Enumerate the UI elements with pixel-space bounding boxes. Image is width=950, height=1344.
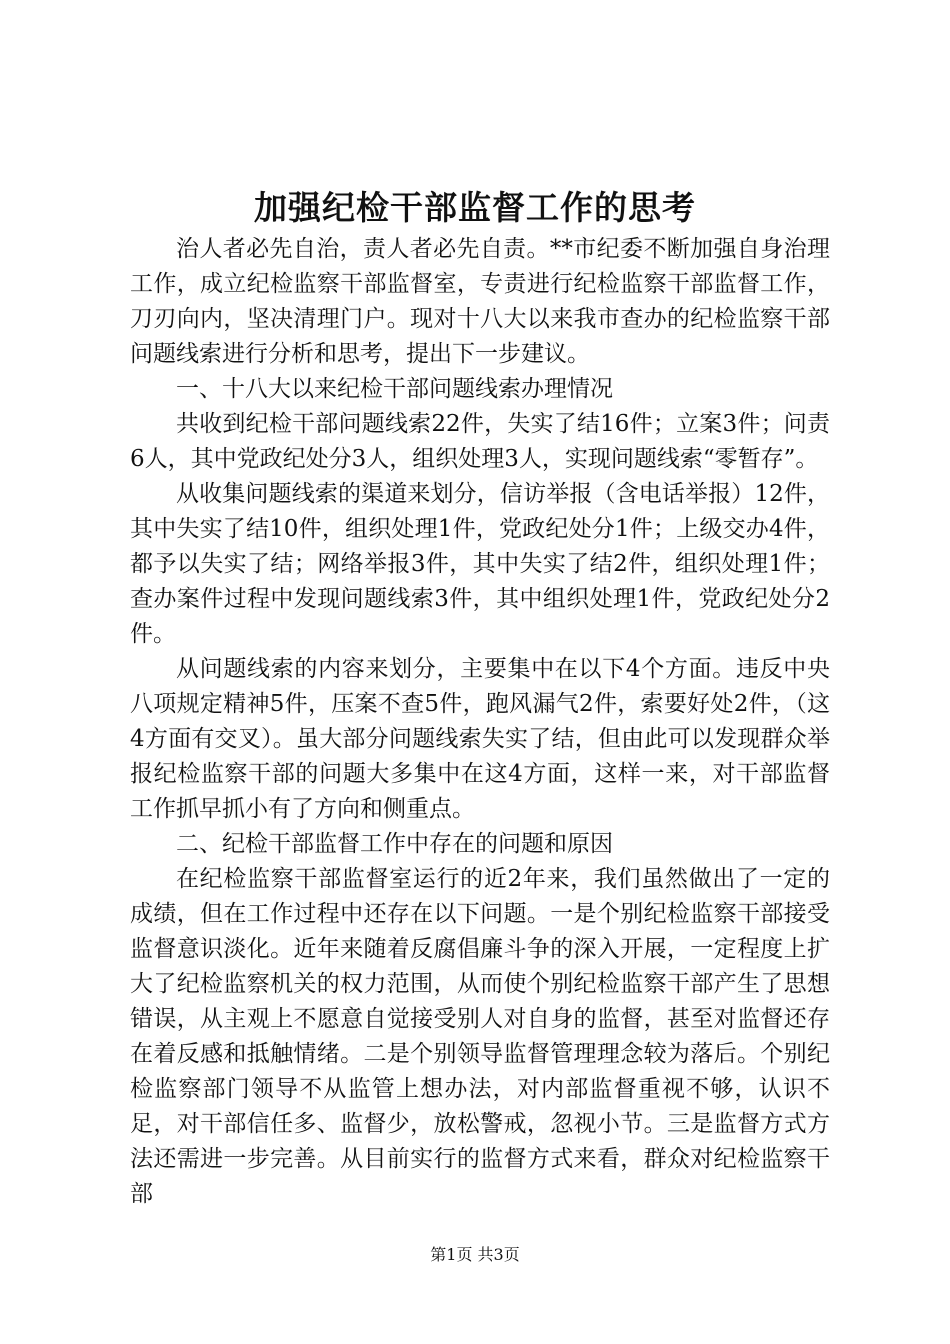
paragraph-channels: 从收集问题线索的渠道来划分，信访举报（含电话举报）12件，其中失实了结10件，组织处理1件，党政纪处分1件；上级交办4件，都予以失实了结；网络举报3件，其中失实了结2件，组织处理1件；查办案件过程中发现问题线索3件，其中组织处理1件，党政纪处分2件。 xyxy=(130,481,830,647)
paragraph-summary: 共收到纪检干部问题线索22件，失实了结16件；立案3件；问责6人，其中党政纪处分3人，组织处理3人，实现问题线索“零暂存”。 xyxy=(130,411,830,472)
section-heading-2: 二、纪检干部监督工作中存在的问题和原因 xyxy=(176,831,613,857)
document-body xyxy=(130,232,830,1212)
paragraph-content: 从问题线索的内容来划分，主要集中在以下4个方面。违反中央八项规定精神5件，压案不查5件，跑风漏气2件，索要好处2件，（这4方面有交叉）。虽大部分问题线索失实了结，但由此可以发现群众举报纪检监察干部的问题大多集中在这4方面，这样一来，对干部监督工作抓早抓小有了方向和侧重点。 xyxy=(130,656,830,822)
page-footer: 第1页 共3页 xyxy=(430,1245,520,1264)
document-title: 加强纪检干部监督工作的思考 xyxy=(254,188,696,227)
paragraph-intro: 治人者必先自治，责人者必先自责。**市纪委不断加强自身治理工作，成立纪检监察干部监督室，专责进行纪检监察干部监督工作，刀刃向内，坚决清理门户。现对十八大以来我市查办的纪检监察干部问题线索进行分析和思考，提出下一步建议。 xyxy=(130,236,830,367)
paragraph-problems: 在纪检监察干部监督室运行的近2年来，我们虽然做出了一定的成绩，但在工作过程中还存在以下问题。一是个别纪检监察干部接受监督意识淡化。近年来随着反腐倡廉斗争的深入开展，一定程度上扩大了纪检监察机关的权力范围，从而使个别纪检监察干部产生了思想错误，从主观上不愿意自觉接受别人对自身的监督，甚至对监督还存在着反感和抵触情绪。二是个别领导监督管理理念较为落后。个别纪检监察部门领导不从监管上想办法，对内部监督重视不够，认识不足，对干部信任多、监督少，放松警戒，忽视小节。三是监督方式方法还需进一步完善。从目前实行的监督方式来看，群众对纪检监察干部 xyxy=(130,866,830,1207)
section-heading-1: 一、十八大以来纪检干部问题线索办理情况 xyxy=(176,376,613,402)
